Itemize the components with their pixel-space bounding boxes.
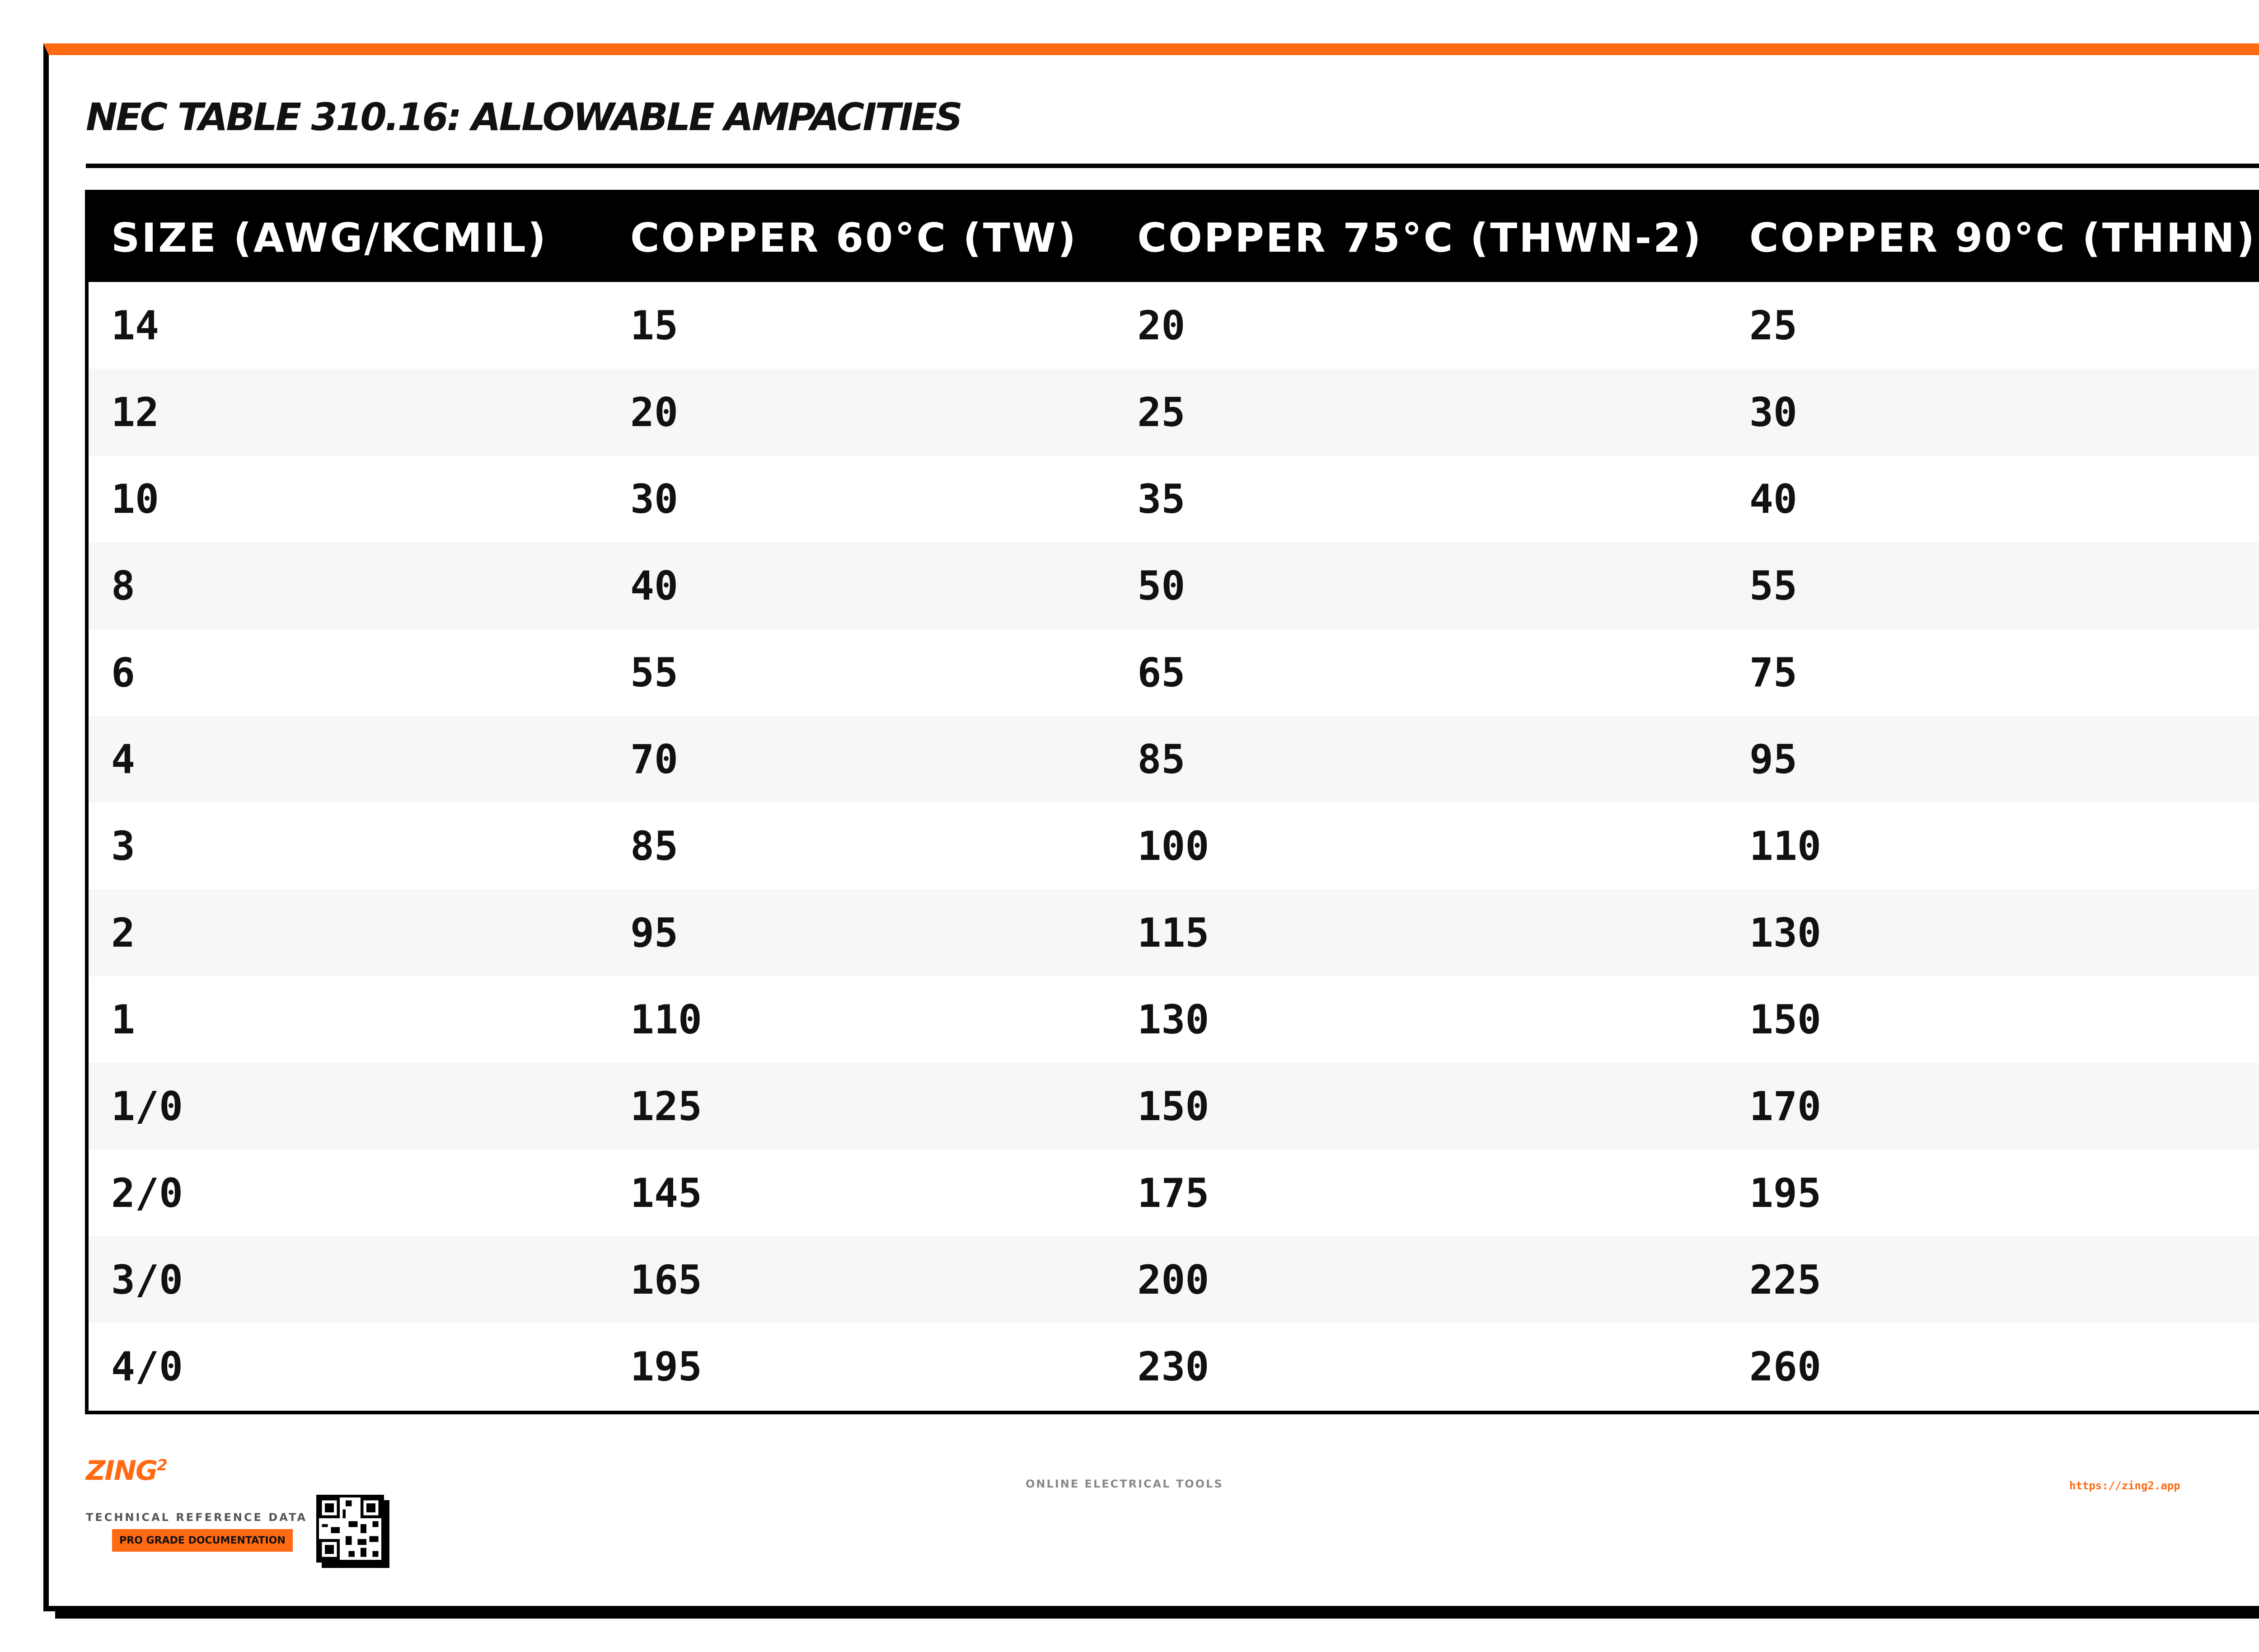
title-divider (86, 164, 2259, 168)
cell-copper-90: 30 (1749, 389, 1798, 436)
cell-copper-60: 195 (630, 1343, 702, 1390)
cell-size: 4 (111, 736, 135, 783)
table-row (89, 803, 2259, 889)
cell-size: 14 (111, 302, 159, 349)
cell-copper-60: 125 (630, 1083, 702, 1130)
cell-copper-75: 200 (1137, 1256, 1209, 1303)
table-header-row (89, 193, 2259, 282)
cell-size: 4/0 (111, 1343, 183, 1390)
cell-size: 3/0 (111, 1256, 183, 1303)
cell-copper-90: 75 (1749, 649, 1798, 696)
brand-name: ZING (86, 1455, 157, 1487)
table-row (89, 542, 2259, 629)
cell-copper-60: 30 (630, 475, 678, 522)
cell-copper-75: 230 (1137, 1343, 1209, 1390)
table-row (89, 1323, 2259, 1410)
cell-copper-75: 50 (1137, 562, 1186, 609)
qr-code-icon (316, 1495, 384, 1563)
cell-copper-75: 85 (1137, 736, 1186, 783)
footer (86, 1446, 2259, 1582)
cell-copper-75: 130 (1137, 996, 1209, 1043)
table-row (89, 282, 2259, 369)
ampacity-table (85, 190, 2259, 1414)
table-row (89, 455, 2259, 542)
brand-logo (86, 1455, 167, 1487)
table-row (89, 889, 2259, 976)
cell-size: 1 (111, 996, 135, 1043)
cell-copper-75: 150 (1137, 1083, 1209, 1130)
column-header-copper-90: COPPER 90°C (THHN) (1749, 214, 2257, 261)
cell-copper-60: 110 (630, 996, 702, 1043)
cell-copper-90: 110 (1749, 822, 1821, 869)
cell-copper-60: 40 (630, 562, 678, 609)
cell-copper-75: 175 (1137, 1169, 1209, 1216)
cell-copper-90: 40 (1749, 475, 1798, 522)
cell-copper-90: 170 (1749, 1083, 1821, 1130)
cell-copper-75: 115 (1137, 909, 1209, 956)
cell-copper-90: 25 (1749, 302, 1798, 349)
table-row (89, 1150, 2259, 1236)
cell-copper-75: 35 (1137, 475, 1186, 522)
cell-copper-90: 55 (1749, 562, 1798, 609)
cell-size: 8 (111, 562, 135, 609)
cell-copper-90: 195 (1749, 1169, 1821, 1216)
column-header-copper-75: COPPER 75°C (THWN-2) (1137, 214, 1703, 261)
site-link[interactable]: https://zing2.app (2069, 1479, 2180, 1492)
column-header-copper-60: COPPER 60°C (TW) (630, 214, 1078, 261)
cell-size: 1/0 (111, 1083, 183, 1130)
table-row (89, 1236, 2259, 1323)
cell-copper-75: 65 (1137, 649, 1186, 696)
table-row (89, 369, 2259, 455)
cell-size: 12 (111, 389, 159, 436)
cell-size: 2 (111, 909, 135, 956)
table-row (89, 716, 2259, 803)
cell-copper-60: 145 (630, 1169, 702, 1216)
cell-copper-60: 70 (630, 736, 678, 783)
table-row (89, 1063, 2259, 1150)
page-title: NEC TABLE 310.16: ALLOWABLE AMPACITIES (86, 95, 961, 139)
cell-copper-90: 260 (1749, 1343, 1821, 1390)
cell-size: 2/0 (111, 1169, 183, 1216)
cell-size: 3 (111, 822, 135, 869)
cell-copper-75: 20 (1137, 302, 1186, 349)
cell-copper-90: 130 (1749, 909, 1821, 956)
cell-copper-60: 15 (630, 302, 678, 349)
cell-copper-75: 25 (1137, 389, 1186, 436)
cell-copper-90: 95 (1749, 736, 1798, 783)
column-header-size: SIZE (AWG/KCMIL) (111, 214, 548, 261)
table-row (89, 976, 2259, 1063)
brand-superscript: 2 (157, 1456, 167, 1474)
table-row (89, 629, 2259, 716)
cell-copper-60: 165 (630, 1256, 702, 1303)
cell-copper-60: 85 (630, 822, 678, 869)
cell-copper-60: 55 (630, 649, 678, 696)
cell-size: 6 (111, 649, 135, 696)
cell-copper-90: 150 (1749, 996, 1821, 1043)
online-tools-label: ONLINE ELECTRICAL TOOLS (1026, 1478, 1223, 1490)
cell-copper-60: 20 (630, 389, 678, 436)
pro-grade-badge: PRO GRADE DOCUMENTATION (112, 1529, 293, 1552)
tech-ref-label: TECHNICAL REFERENCE DATA (86, 1511, 308, 1524)
table-body (89, 282, 2259, 1410)
cell-size: 10 (111, 475, 159, 522)
cell-copper-60: 95 (630, 909, 678, 956)
cell-copper-75: 100 (1137, 822, 1209, 869)
cell-copper-90: 225 (1749, 1256, 1821, 1303)
